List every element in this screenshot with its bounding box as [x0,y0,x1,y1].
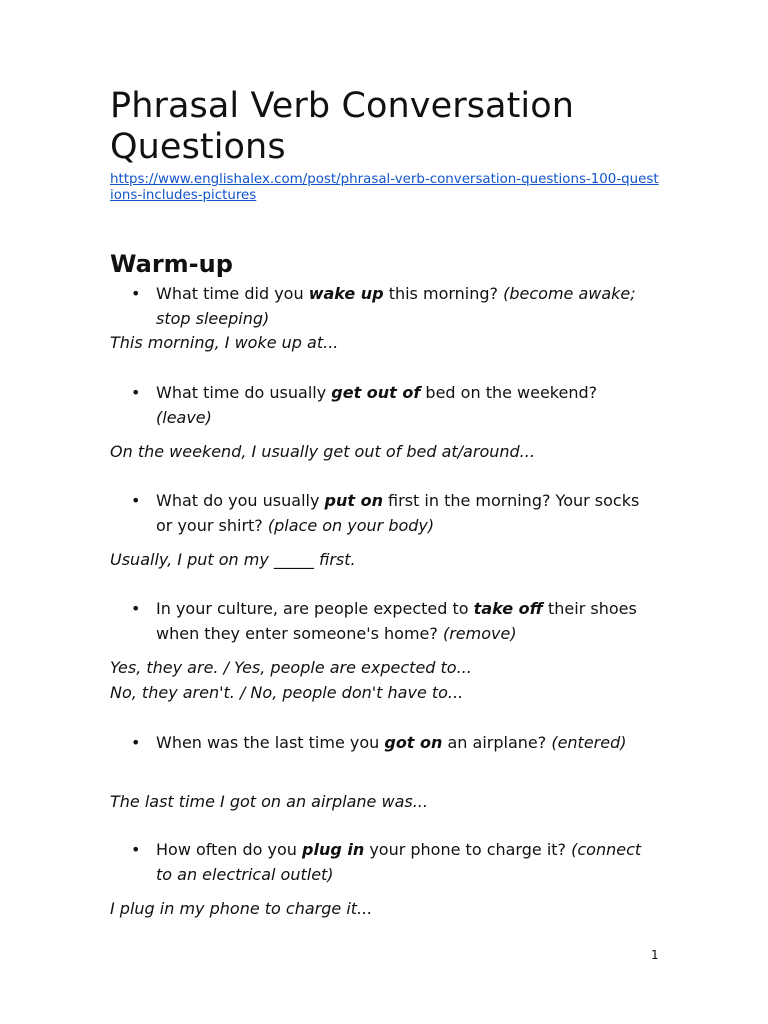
question-before: What time did you [156,284,309,303]
phrasal-verb: get out of [331,383,421,402]
bullet-icon: • [131,840,141,859]
phrasal-verb: wake up [308,284,384,303]
answer-prompt: On the weekend, I usually get out of bed at/around... [110,442,535,461]
question-text [156,597,650,646]
verb-meaning: (leave) [156,407,212,427]
question-before: When was the last time you [156,733,385,752]
question-before: What time do usually [156,383,332,402]
answer-prompt: Yes, they are. / Yes, people are expected to... [110,658,472,677]
phrasal-verb: plug in [302,840,365,859]
verb-meaning: (place on your body) [267,515,435,535]
verb-meaning: (become awake; stop sleeping) [156,284,636,328]
question-item [110,282,650,331]
answer-prompt: Usually, I put on my _____ first. [110,550,356,569]
question-before: In your culture, are people expected to [156,599,474,618]
question-before: What do you usually [156,491,325,510]
question-after: this morning? [383,284,504,303]
phrasal-verb: got on [384,733,443,752]
page-content [110,86,670,918]
answer-prompt: The last time I got on an airplane was... [110,792,428,811]
phrasal-verb: put on [324,491,383,510]
question-text [156,381,650,430]
answer-prompt: This morning, I woke up at... [110,333,339,352]
page-number: 1 [651,948,659,962]
question-item [110,597,650,646]
bullet-icon: • [131,599,141,618]
question-after: an airplane? [442,733,552,752]
question-after: their shoes when they enter someone's home? [156,599,637,643]
question-after: first in the morning? Your socks or your shirt? [156,491,640,535]
bullet-icon: • [131,383,141,402]
question-text [156,489,650,538]
bullet-icon: • [131,491,141,510]
question-after: your phone to charge it? [364,840,572,859]
question-after: bed on the weekend? [420,383,598,402]
phrasal-verb: take off [473,599,543,618]
verb-meaning: (entered) [551,733,627,752]
question-text [156,282,650,331]
bullet-icon: • [131,733,141,752]
question-before: How often do you [156,840,302,859]
answer-prompt: I plug in my phone to charge it... [110,899,373,918]
bullet-icon: • [131,284,141,303]
section-heading-warm-up: Warm-up [110,250,233,278]
source-link[interactable]: https://www.englishalex.com/post/phrasal-verb-conversation-questions-100-questions-includes-pictures [110,172,659,203]
question-text [156,838,650,887]
verb-meaning: (remove) [442,623,517,643]
question-item [110,489,650,538]
question-text [156,731,650,756]
question-item [110,731,650,756]
page-title: Phrasal Verb Conversation Questions [110,86,575,167]
question-item [110,838,650,887]
verb-meaning: (connect to an electrical outlet) [156,840,642,884]
question-item [110,381,650,430]
answer-prompt: No, they aren't. / No, people don't have to... [110,683,464,702]
